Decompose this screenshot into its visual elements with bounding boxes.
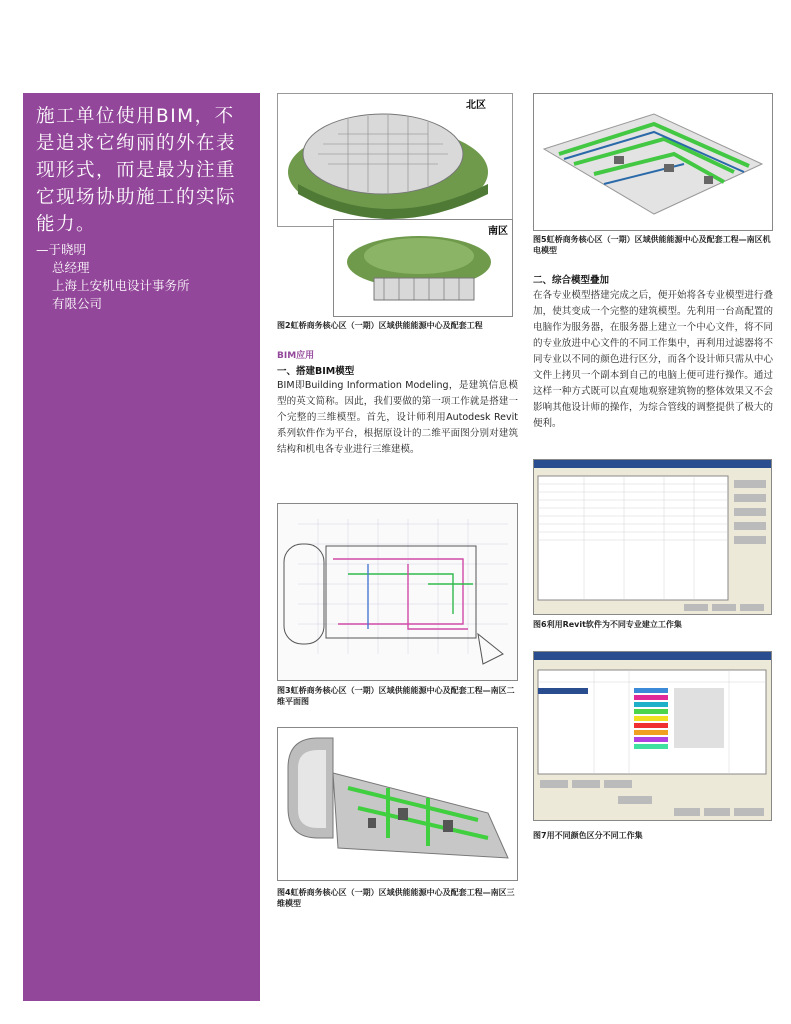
step1-heading: 一、搭建BIM模型 (277, 366, 355, 377)
byline (36, 241, 190, 313)
figure-2-south (333, 219, 513, 317)
figure-4-model (277, 727, 518, 881)
figure-3-plan (277, 503, 518, 681)
floor-plan-drawing (278, 504, 517, 680)
figure-2-caption: 图2虹桥商务核心区（一期）区域供能能源中心及配套工程 (277, 321, 483, 330)
step2-body: 在各专业模型搭建完成之后，便开始将各专业模型进行叠加，使其变成一个完整的建筑模型。先利用一台高配置的电脑作为服务器，在服务器上建立一个中心文件，将不同的专业放进中心文件的不同工作集中，再利用过滤器将不同专业以不同的颜色进行区分，而各个设计师只需从中心文件上拷贝一个副本到自己的电脑上便可进行操作。通过这样一种方式既可以直观地观察建筑物的整体效果又不会影响其他设计师的操作，为综合管线的调整提供了极大的便利。 (533, 290, 773, 429)
step1-body: BIM即Building Information Modeling，是建筑信息模型的英文简称。因此，我们要做的第一项工作就是搭建一个完整的三维模型。首先，设计师利用Autodesk Revit系列软件作为平台，根据原设计的二维平面图分别对建筑结构和机电各专业进行三维建模。 (277, 380, 518, 455)
figure-2-north (277, 93, 513, 227)
section-label: BIM应用 (277, 351, 315, 361)
figure-7-caption: 图7用不同颜色区分不同工作集 (533, 831, 643, 840)
figure-4-caption: 图4虹桥商务核心区（一期）区域供能能源中心及配套工程—南区三维模型 (277, 888, 515, 908)
figure-6-caption: 图6利用Revit软件为不同专业建立工作集 (533, 620, 682, 629)
step2-heading: 二、综合模型叠加 (533, 275, 610, 286)
figure-5-caption: 图5虹桥商务核心区（一期）区域供能能源中心及配套工程—南区机电模型 (533, 235, 771, 255)
mep-model-render (534, 94, 772, 230)
figure-7-dialog (533, 651, 772, 821)
color-workset-screenshot (534, 652, 771, 820)
figure-5-mep (533, 93, 773, 231)
figure-6-dialog (533, 459, 772, 615)
north-zone-render (278, 94, 512, 226)
workset-dialog-screenshot (534, 460, 771, 614)
north-zone-label: 北区 (464, 96, 488, 111)
byline-title: 总经理 (52, 260, 90, 275)
byline-company-suffix: 有限公司 (52, 296, 103, 311)
figure-3-caption: 图3虹桥商务核心区（一期）区域供能能源中心及配套工程—南区二维平面图 (277, 686, 515, 706)
byline-name: —于晓明 (36, 242, 87, 257)
sidebar (23, 93, 260, 1001)
byline-company: 上海上安机电设计事务所 (52, 278, 190, 293)
pull-quote: 施工单位使用BIM，不是追求它绚丽的外在表现形式，而是最为注重它现场协助施工的实际能力。 (36, 106, 237, 235)
south-zone-label: 南区 (486, 222, 510, 237)
3d-model-render (278, 728, 517, 880)
